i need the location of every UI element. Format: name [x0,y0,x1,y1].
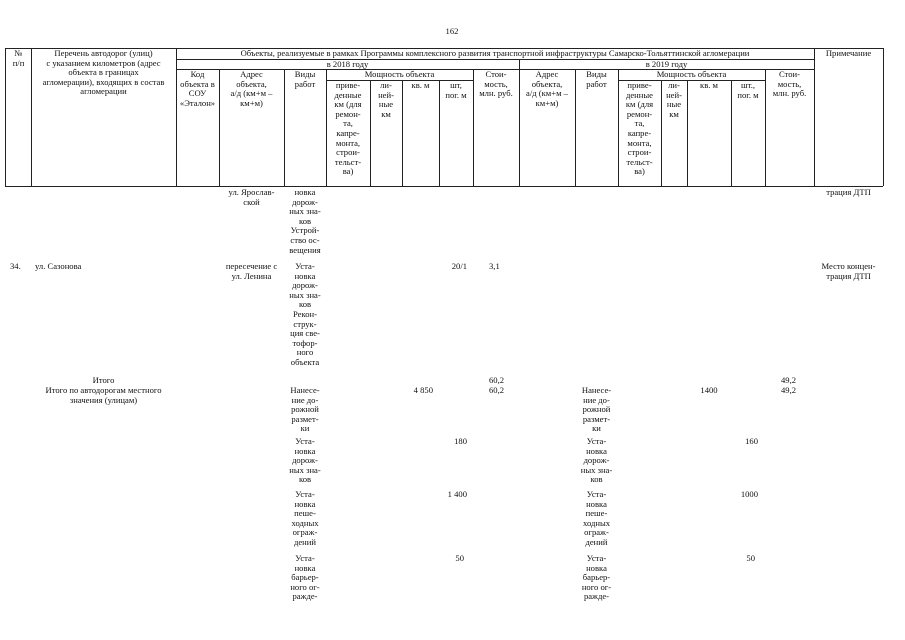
header-year-2018: в 2018 году [326,58,369,69]
header-cost-2019: Стои- мость, млн. руб. [772,69,807,99]
header-note: Примечание [825,48,872,58]
ped-works-2018: Уста- новка пеше- ходных ограж- дений [291,489,319,547]
row34-pcs: 20/1 [451,261,467,271]
row34-road-name: ул. Сазонова [35,261,82,271]
header-pcs-2018: шт, пог. м [445,80,467,100]
signs-works-2019: Уста- новка дорож- ных зна- ков [580,436,613,485]
page-number: 162 [445,26,459,36]
grid-line [5,186,883,187]
header-works-2018: Виды работ [294,69,316,89]
barrier-works-2018: Уста- новка барьер- ного ог- ражде- [290,553,320,602]
ped-works-2019: Уста- новка пеше- ходных ограж- дений [582,489,611,547]
header-sqm-2019: кв. м [700,80,718,90]
ped-pcs-2018: 1 400 [447,489,467,499]
header-address-2019: Адрес объекта, а/д (км+м – км+м) [526,69,568,108]
signs-pcs-2019: 160 [745,436,758,446]
header-objects: Объекты, реализуемые в рамках Программы комплексного развития транспортной инфраструктуры Самарско-Тольяттинской агломерации [240,48,750,58]
signs-works-2018: Уста- новка дорож- ных зна- ков [289,436,321,485]
header-capacity-2018: Мощность объекта [364,69,435,79]
header-cost-2018: Стои- мость, млн. руб. [479,69,513,99]
header-works-2019: Виды работ [586,69,607,89]
ped-pcs-2019: 1000 [740,489,758,499]
grid-line [883,48,884,186]
header-road-list: Перечень автодорог (улиц) с указанием километров (адрес объекта в границах агломерации), входящих в состав агломерации [42,48,165,97]
header-address-2018: Адрес объекта, а/д (км+м – км+м) [230,69,273,108]
header-reduced-km-2019: приве- денные км (для ремон- та, капре- монта, строи- тельст- ва) [625,80,654,177]
barrier-pcs-2018: 50 [455,553,464,563]
header-num: № п/п [12,48,25,68]
marking-sqm-2019: 1400 [700,385,718,395]
cont-address: ул. Ярослав- ской [228,187,275,207]
header-code: Код объекта в СОУ «Эталон» [179,69,216,108]
grid-line [687,80,688,186]
local-cost-2019: 49,2 [781,385,797,395]
row34-note: Место концен- трация ДТП [821,261,876,281]
header-pcs-2019: шт., пог. м [737,80,759,100]
header-linear-km-2018: ли- ней- ные км [378,80,394,119]
marking-sqm-2018: 4 850 [413,385,433,395]
barrier-pcs-2019: 50 [746,553,755,563]
total-cost-2018: 60,2 [489,375,505,385]
header-year-2019: в 2019 году [645,58,688,69]
marking-works-2019: Нанесе- ние до- рожной размет- ки [581,385,612,434]
total-cost-2019: 49,2 [781,375,797,385]
cont-works: новка дорож- ных зна- ков Устрой- ство ос- вещения [289,187,321,255]
barrier-works-2019: Уста- новка барьер- ного ог- ражде- [581,553,612,602]
local-cost-2018: 60,2 [489,385,505,395]
row34-cost: 3,1 [489,261,500,271]
grid-line [5,48,6,186]
header-reduced-km-2018: приве- денные км (для ремон- та, капре- монта, строи- тельст- ва) [334,80,362,177]
row34-number: 34. [10,261,21,271]
grid-line [814,48,815,186]
total-label: Итого [92,375,115,385]
local-total-label: Итого по автодорогам местного значения (улицам) [45,385,162,405]
row34-address: пересечение с ул. Ленина [225,261,278,281]
row34-works: Уста- новка дорож- ных зна- ков Рекон- струк- ция све- тофор- ного объекта [289,261,321,367]
cont-note: трация ДТП [826,187,871,197]
header-capacity-2019: Мощность объекта [656,69,727,79]
marking-works-2018: Нанесе- ние до- рожной размет- ки [290,385,320,434]
header-sqm-2018: кв. м [411,80,430,90]
signs-pcs-2018: 180 [454,436,467,446]
header-linear-km-2019: ли- ней- ные км [666,80,682,119]
grid-line [402,80,403,186]
